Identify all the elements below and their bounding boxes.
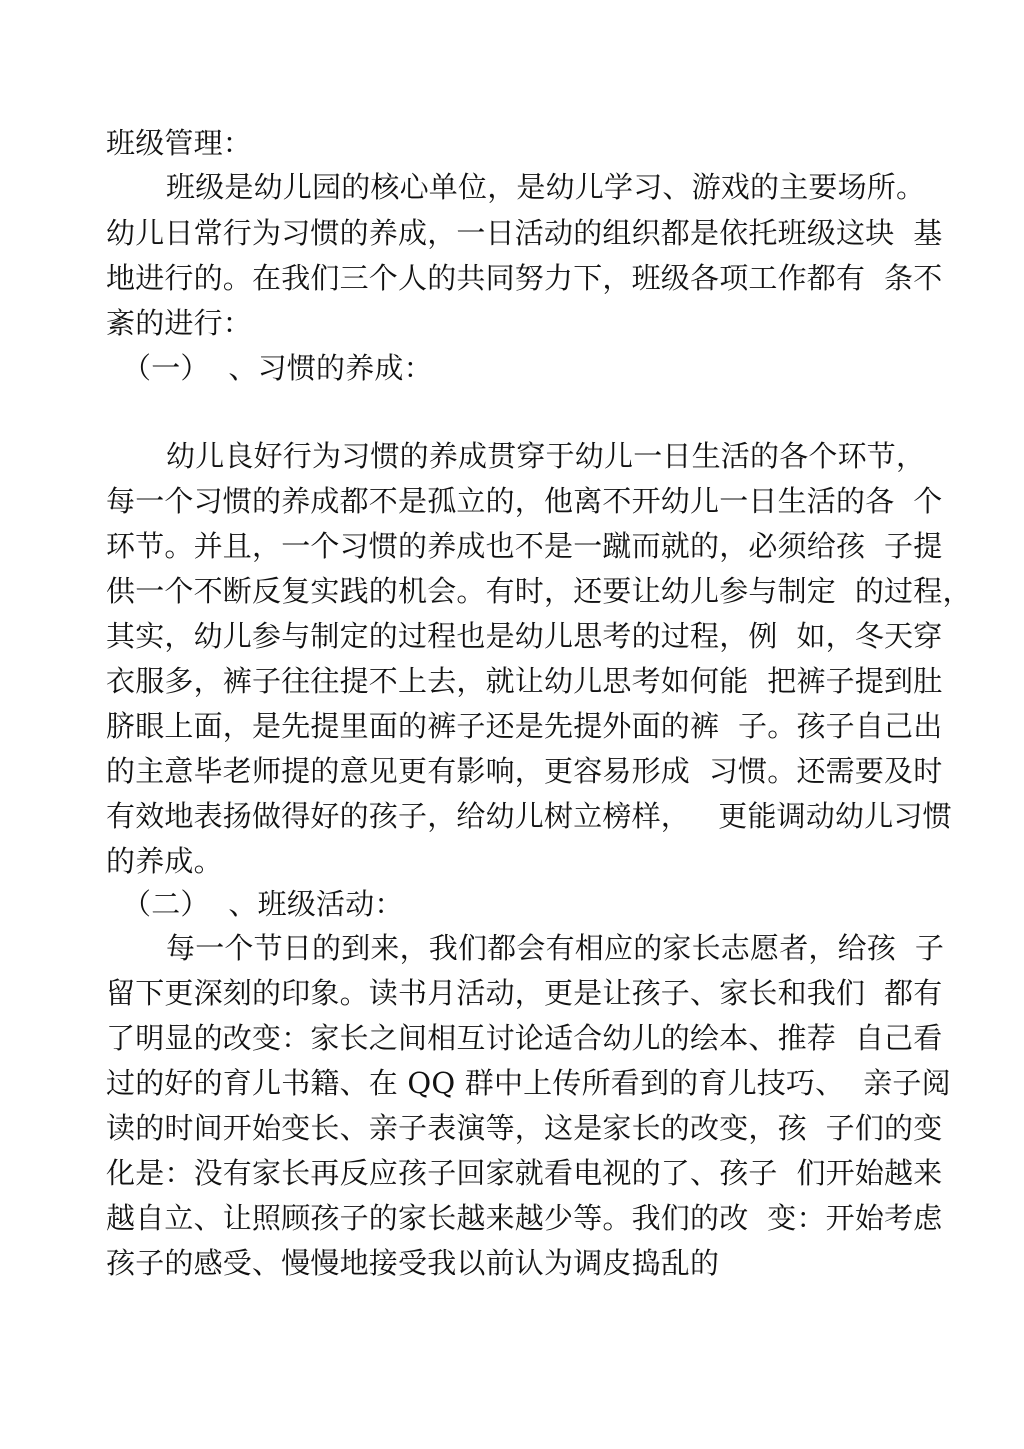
intro-line: 幼儿日常行为习惯的养成，一日活动的组织都是依托班级这块 基 (106, 216, 943, 250)
paragraph-line: 越自立、让照顾孩子的家长越来越少等。我们的改 变：开始考虑 (106, 1201, 943, 1235)
paragraph-line: 环节。并且，一个习惯的养成也不是一蹴而就的，必须给孩 子提 (106, 529, 943, 563)
paragraph-line: 幼儿良好行为习惯的养成贯穿于幼儿一日生活的各个环节， (166, 439, 926, 473)
paragraph-line: 供一个不断反复实践的机会。有时，还要让幼儿参与制定 的过程， (106, 574, 972, 608)
paragraph-line: 过的好的育儿书籍、在 QQ 群中上传所看到的育儿技巧、 亲子阅 (106, 1066, 951, 1100)
paragraph-line: 每一个习惯的养成都不是孤立的，他离不开幼儿一日生活的各 个 (106, 484, 943, 518)
paragraph-line: 了明显的改变：家长之间相互讨论适合幼儿的绘本、推荐 自己看 (106, 1021, 943, 1055)
section-title-habits: （一） 、习惯的养成： (122, 351, 433, 385)
paragraph-line: 衣服多，裤子往往提不上去，就让幼儿思考如何能 把裤子提到肚 (106, 664, 943, 698)
paragraph-line: 的主意毕老师提的意见更有影响，更容易形成 习惯。还需要及时 (106, 754, 943, 788)
paragraph-line: 其实，幼儿参与制定的过程也是幼儿思考的过程，例 如，冬天穿 (106, 619, 943, 653)
paragraph-line: 有效地表扬做得好的孩子，给幼儿树立榜样， 更能调动幼儿习惯 (106, 799, 952, 833)
intro-line: 地进行的。在我们三个人的共同努力下，班级各项工作都有 条不 (106, 261, 943, 295)
document-heading: 班级管理： (106, 126, 253, 160)
paragraph-line: 化是：没有家长再反应孩子回家就看电视的了、孩子 们开始越来 (106, 1156, 943, 1190)
paragraph-line: 读的时间开始变长、亲子表演等，这是家长的改变，孩 子们的变 (106, 1111, 943, 1145)
section-title-activities: （二） 、班级活动： (122, 887, 404, 921)
intro-line: 班级是幼儿园的核心单位，是幼儿学习、游戏的主要场所。 (166, 170, 926, 204)
paragraph-line: 留下更深刻的印象。读书月活动，更是让孩子、家长和我们 都有 (106, 976, 943, 1010)
paragraph-line: 孩子的感受、慢慢地接受我以前认为调皮捣乱的 (106, 1246, 720, 1280)
intro-line: 紊的进行： (106, 306, 253, 340)
paragraph-line: 每一个节日的到来，我们都会有相应的家长志愿者，给孩 子 (166, 931, 945, 965)
paragraph-line: 的养成。 (106, 844, 223, 878)
paragraph-line: 脐眼上面，是先提里面的裤子还是先提外面的裤 子。孩子自己出 (106, 709, 943, 743)
